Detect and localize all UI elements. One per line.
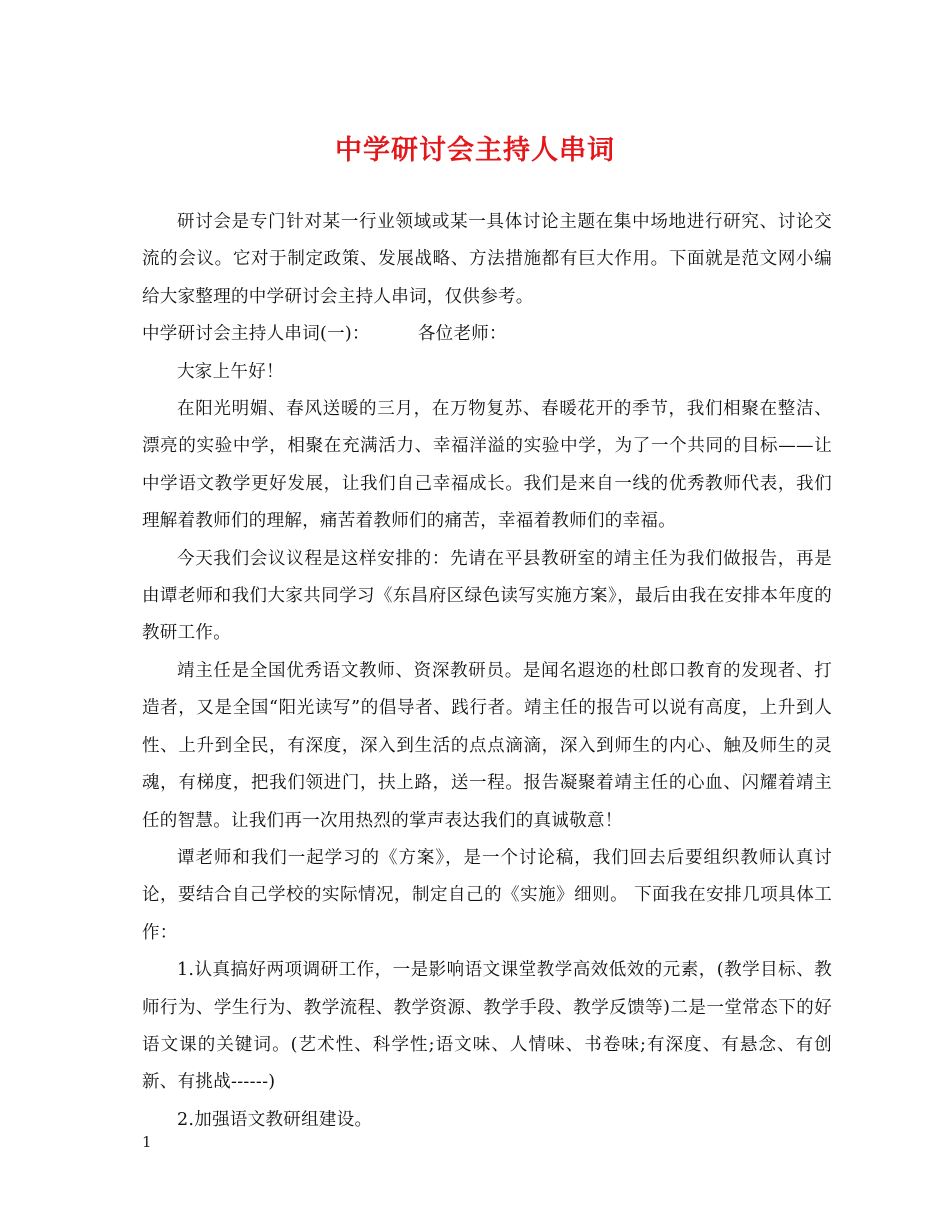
salutation: 各位老师：: [417, 324, 507, 345]
document-body: [142, 204, 832, 1139]
document-title: 中学研讨会主持人串词: [335, 135, 615, 166]
body-paragraph: 谭老师和我们一起学习的《方案》，是一个讨论稿，我们回去后要组织教师认真讨论，要结合自己学校的实际情况，制定自己的《实施》细则。 下面我在安排几项具体工作：: [142, 847, 832, 943]
intro-paragraph: 研讨会是专门针对某一行业领域或某一具体讨论主题在集中场地进行研究、讨论交流的会议。它对于制定政策、发展战略、方法措施都有巨大作用。下面就是范文网小编给大家整理的中学研讨会主持人串词，仅供参考。: [142, 212, 832, 307]
body-paragraph: 靖主任是全国优秀语文教师、资深教研员。是闻名遐迩的杜郎口教育的发现者、打造者，又是全国“阳光读写”的倡导者、践行者。靖主任的报告可以说有高度，上升到人性、上升到全民，有深度，深入到生活的点点滴滴，深入到师生的内心、触及师生的灵魂，有梯度，把我们领进门，扶上路，送一程。报告凝聚着靖主任的心血、闪耀着靖主任的智慧。让我们再一次用热烈的掌声表达我们的真诚敬意！: [142, 660, 832, 831]
body-paragraph: 在阳光明媚、春风送暖的三月，在万物复苏、春暖花开的季节，我们相聚在整洁、漂亮的实验中学，相聚在充满活力、幸福洋溢的实验中学，为了一个共同的目标——让中学语文教学更好发展，让我们自己幸福成长。我们是来自一线的优秀教师代表，我们理解着教师们的理解，痛苦着教师们的痛苦，幸福着教师们的幸福。: [142, 399, 832, 532]
list-item-paragraph: 2.加强语文教研组建设。: [177, 1109, 373, 1130]
body-paragraph: 今天我们会议议程是这样安排的：先请在平县教研室的靖主任为我们做报告，再是由谭老师和我们大家共同学习《东昌府区绿色读写实施方案》，最后由我在安排本年度的教研工作。: [142, 548, 832, 644]
section-heading: 中学研讨会主持人串词(一)：: [142, 324, 370, 345]
page-number: 1: [142, 1133, 152, 1151]
section-heading-line: [142, 316, 832, 353]
greeting-paragraph: 大家上午好！: [177, 361, 284, 382]
list-item-paragraph: 1.认真搞好两项调研工作，一是影响语文课堂教学高效低效的元素，(教学目标、教师行为、学生行为、教学流程、教学资源、教学手段、教学反馈等)二是一堂常态下的好语文课的关键词。(艺术性、科学性;语文味、人情味、书卷味;有深度、有悬念、有创新、有挑战------): [142, 960, 832, 1093]
